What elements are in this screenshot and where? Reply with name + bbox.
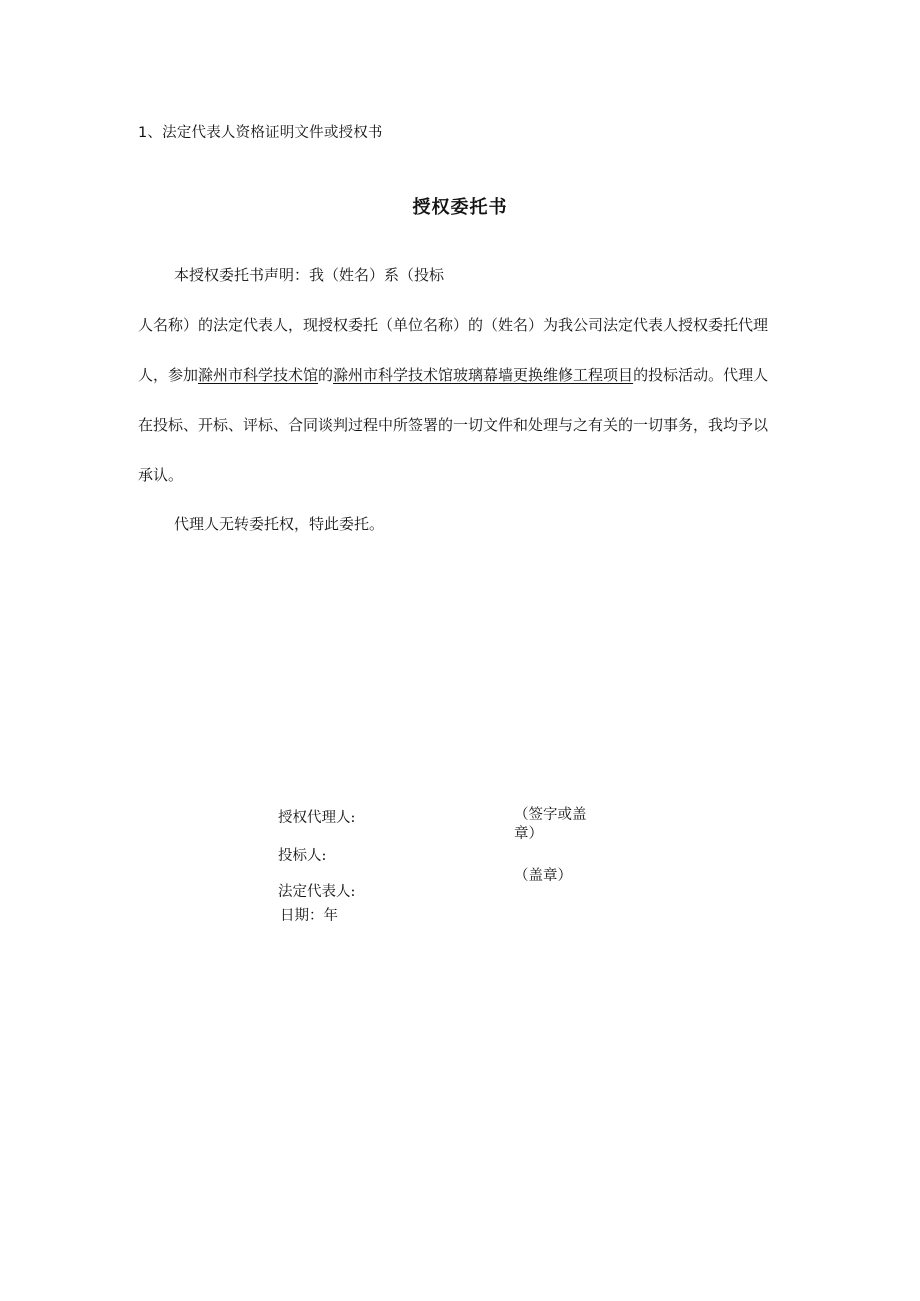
body-line-3-suffix: 的投标活动。代理人 — [633, 366, 769, 384]
body-line-3 — [138, 364, 768, 385]
purchaser-name: 滁州市科学技术馆 — [198, 366, 319, 384]
section-heading: 1、法定代表人资格证明文件或授权书 — [138, 125, 383, 141]
project-name: 滁州市科学技术馆玻璃幕墙更换维修工程项目 — [333, 366, 634, 384]
body-line-6: 代理人无转委托权，特此委托。 — [174, 515, 385, 533]
document-title: 授权委托书 — [412, 197, 508, 218]
body-line-2: 人名称）的法定代表人，现授权委托（单位名称）的（姓名）为我公司法定代表人授权委托代理 — [138, 316, 769, 334]
bidder-seal-note: （盖章） — [514, 868, 572, 884]
legal-rep-label: 法定代表人: — [278, 884, 356, 900]
agent-sign-note: （签字或盖章） — [514, 807, 587, 842]
date-label: 日期：年 — [280, 908, 338, 924]
body-line-3-connector: 的 — [318, 366, 334, 384]
bidder-label: 投标人: — [278, 848, 327, 864]
body-line-1: 本授权委托书声明：我（姓名）系（投标 — [174, 266, 445, 284]
body-line-4: 在投标、开标、评标、合同谈判过程中所签署的一切文件和处理与之有关的一切事务，我均予以 — [138, 416, 769, 434]
body-line-5: 承认。 — [138, 466, 184, 484]
body-line-3-prefix: 人，参加 — [138, 366, 199, 384]
agent-label: 授权代理人: — [278, 810, 356, 826]
